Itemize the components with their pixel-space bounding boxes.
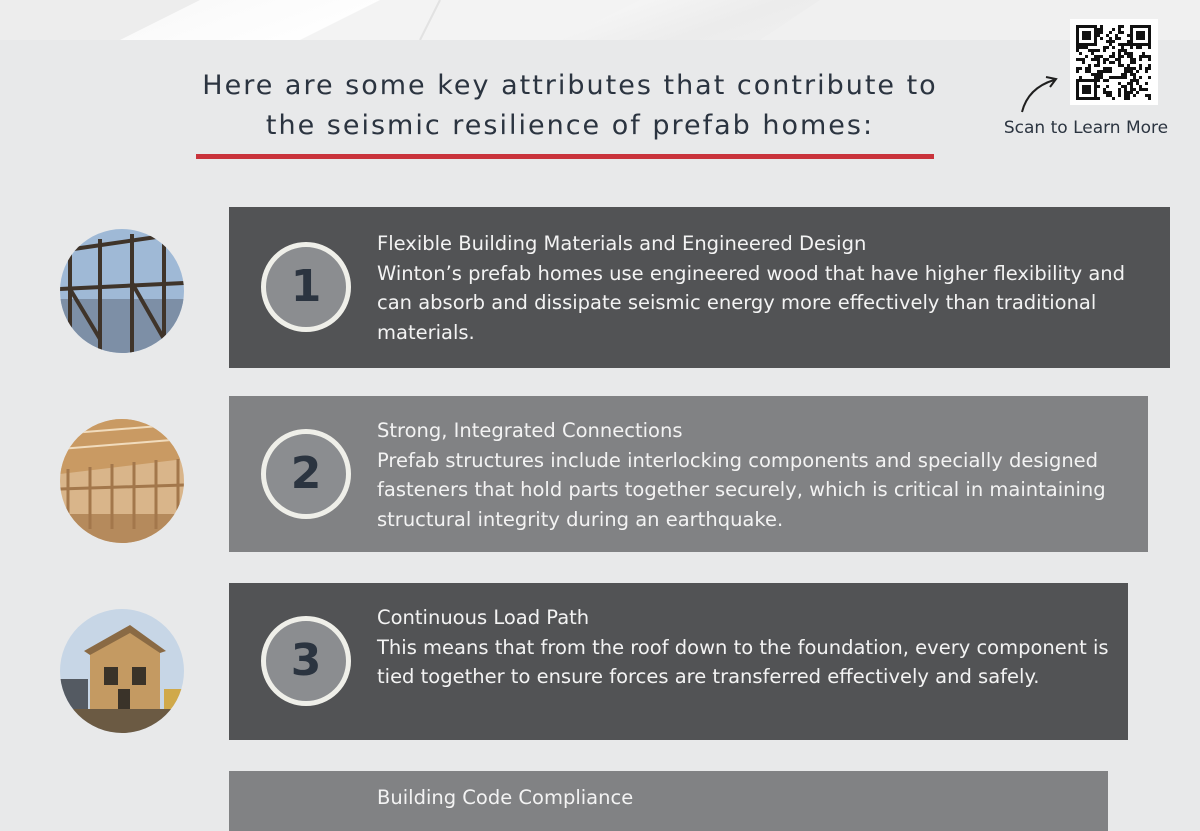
curved-arrow-icon bbox=[1018, 74, 1062, 116]
timber-interior-framing-photo bbox=[60, 419, 184, 543]
attribute-card-2 bbox=[229, 396, 1148, 552]
attribute-title: Strong, Integrated Connections bbox=[377, 419, 683, 442]
timber-frame-sky-photo bbox=[60, 229, 184, 353]
heading-line-1: Here are some key attributes that contribute to bbox=[202, 70, 938, 101]
attribute-number-badge: 1 bbox=[261, 242, 351, 332]
banner-decoration-icon bbox=[0, 0, 1200, 40]
attribute-card-4 bbox=[229, 771, 1108, 831]
house-under-construction-photo bbox=[60, 609, 184, 733]
qr-code-icon bbox=[1070, 19, 1158, 105]
attribute-number-badge: 2 bbox=[261, 429, 351, 519]
attribute-2-photo bbox=[60, 419, 184, 543]
attribute-text bbox=[377, 783, 1096, 813]
qr-code[interactable] bbox=[1070, 19, 1158, 105]
attribute-card-1 bbox=[229, 207, 1170, 368]
page-heading bbox=[150, 66, 990, 146]
attribute-title: Flexible Building Materials and Engineered Design bbox=[377, 232, 867, 255]
attribute-text bbox=[377, 603, 1116, 692]
attribute-description: Prefab structures include interlocking components and specially designed fasteners that hold parts together securely, which is critical in maintaining structural integrity during an earthquake. bbox=[377, 448, 1106, 531]
attribute-text bbox=[377, 229, 1158, 347]
attribute-number-badge: 3 bbox=[261, 616, 351, 706]
attribute-description: Winton’s prefab homes use engineered wood that have higher flexibility and can absorb and dissipate seismic energy more effectively than traditional materials. bbox=[377, 261, 1126, 344]
heading-line-2: the seismic resilience of prefab homes: bbox=[265, 110, 875, 141]
attribute-title: Building Code Compliance bbox=[377, 786, 634, 809]
attribute-description: This means that from the roof down to the foundation, every component is tied together to ensure forces are transferred effectively and safely. bbox=[377, 635, 1109, 688]
attribute-3-photo bbox=[60, 609, 184, 733]
qr-caption: Scan to Learn More bbox=[1003, 118, 1169, 138]
heading-accent-rule bbox=[196, 154, 934, 159]
attribute-card-3 bbox=[229, 583, 1128, 740]
top-banner-background bbox=[0, 0, 1200, 40]
attribute-text bbox=[377, 416, 1136, 534]
attribute-1-photo bbox=[60, 229, 184, 353]
attribute-title: Continuous Load Path bbox=[377, 606, 590, 629]
